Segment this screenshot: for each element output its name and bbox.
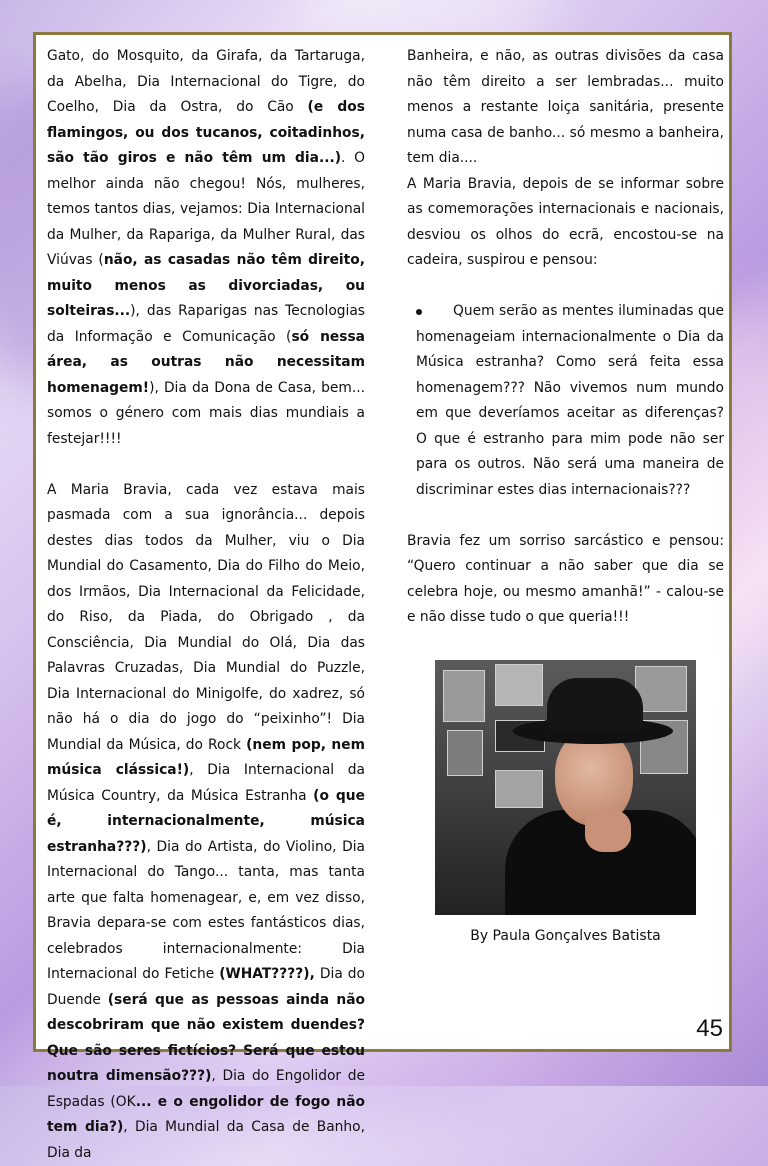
text-run: Gato, do Mosquito, da Girafa, da Tartaruga, da Abelha, Dia Internacional do Tigre, do Coelho, Dia da Ostra, do Cão (47, 48, 365, 115)
right-paragraph-1: Banheira, e não, as outras divisões da casa não têm direito a ser lembradas... muito menos a restante loiça sanitária, presente numa casa de banho... só mesmo a banheira, tem dia.... (407, 44, 724, 172)
paragraph-gap (407, 274, 724, 300)
bullet-text: Quem serão as mentes iluminadas que homenageiam internacionalmente o Dia da Música estranha? Como será feita essa homenagem??? Não vivemos num mundo em que deveríamos aceitar as diferenças? O que é estranho para mim pode não ser para os outros. Não será uma maneira de discriminar estes dias internacionais??? (416, 299, 724, 503)
text-run: , Dia do Engolidor de Espadas (OK (47, 1068, 365, 1110)
bold-text-run: ... e o engolidor de fogo não tem dia?) (47, 1094, 365, 1136)
bold-text-run: (o que é, internacionalmente, música estranha???) (47, 788, 365, 855)
bullet-item (407, 299, 724, 503)
left-column (47, 44, 365, 1166)
bold-text-run: só nessa área, as outras não necessitam homenagem! (47, 329, 365, 396)
bold-text-run: (nem pop, nem música clássica!) (47, 737, 365, 779)
right-paragraph-3: Bravia fez um sorriso sarcástico e pensou: “Quero continuar a não saber que dia se celebra hoje, ou mesmo amanhã!” - calou-se e não disse tudo o que queria!!! (407, 529, 724, 631)
wall-picture (495, 770, 543, 808)
text-run: , Dia do Artista, do Violino, Dia Internacional do Tango... tanta, mas tanta arte que falta homenagear, e, em vez disso, Bravia depara-se com estes fantásticos dias, celebrados internacionalmente: Dia Internacional do Fetiche (47, 839, 365, 983)
text-run: ), das Raparigas nas Tecnologias da Informação e Comunicação ( (47, 303, 365, 345)
bold-text-run: (WHAT????), (219, 966, 315, 982)
wall-picture (495, 664, 543, 706)
text-run: A Maria Bravia, cada vez estava mais pasmada com a sua ignorância... depois destes dias todos da Mulher, viu o Dia Mundial do Casamento, Dia do Filho do Meio, dos Irmãos, Dia Internacional da Felicidade, do Riso, da Piada, do Obrigado , da Consciência, Dia Mundial do Olá, Dia das Palavras Cruzadas, Dia Mundial do Puzzle, Dia Internacional do Minigolfe, do xadrez, só não há o dia do jogo do “peixinho”! Dia Mundial da Música, do Rock (47, 482, 365, 753)
wall-picture (447, 730, 483, 776)
paragraph-gap (407, 503, 724, 529)
magazine-page (33, 32, 732, 1052)
author-photo (435, 660, 696, 915)
bold-text-run: não, as casadas não têm direito, muito menos as divorciadas, ou solteiras... (47, 252, 365, 319)
photo-caption: By Paula Gonçalves Batista (407, 928, 724, 944)
person-hand (585, 810, 631, 852)
paragraph-gap (47, 452, 365, 478)
bullet-dot-icon (416, 309, 422, 315)
text-run: Dia do Duende (47, 966, 365, 1008)
bold-text-run: (e dos flamingos, ou dos tucanos, coitadinhos, são tão giros e não têm um dia...) (47, 99, 365, 166)
text-run: ), Dia da Dona de Casa, bem... somos o género com mais dias mundiais a festejar!!!! (47, 380, 365, 447)
text-run: . O melhor ainda não chegou! Nós, mulheres, temos tantos dias, vejamos: Dia Internacional da Mulher, da Rapariga, da Mulher Rural, das Viúvas ( (47, 150, 365, 268)
text-run: , Dia Internacional da Música Country, da Música Estranha (47, 762, 365, 804)
left-paragraph-2 (47, 478, 365, 1166)
wall-picture (443, 670, 485, 722)
text-run: , Dia Mundial da Casa de Banho, Dia da (47, 1119, 365, 1161)
right-paragraph-2: A Maria Bravia, depois de se informar sobre as comemorações internacionais e nacionais, desviou os olhos do ecrã, encostou-se na cadeira, suspirou e pensou: (407, 172, 724, 274)
right-column (407, 44, 724, 631)
page-number: 45 (696, 1015, 723, 1043)
hat-crown (547, 678, 643, 730)
bold-text-run: (será que as pessoas ainda não descobriram que não existem duendes? Que são seres fictícios? Será que estou noutra dimensão???) (47, 992, 365, 1085)
left-paragraph-1 (47, 44, 365, 452)
